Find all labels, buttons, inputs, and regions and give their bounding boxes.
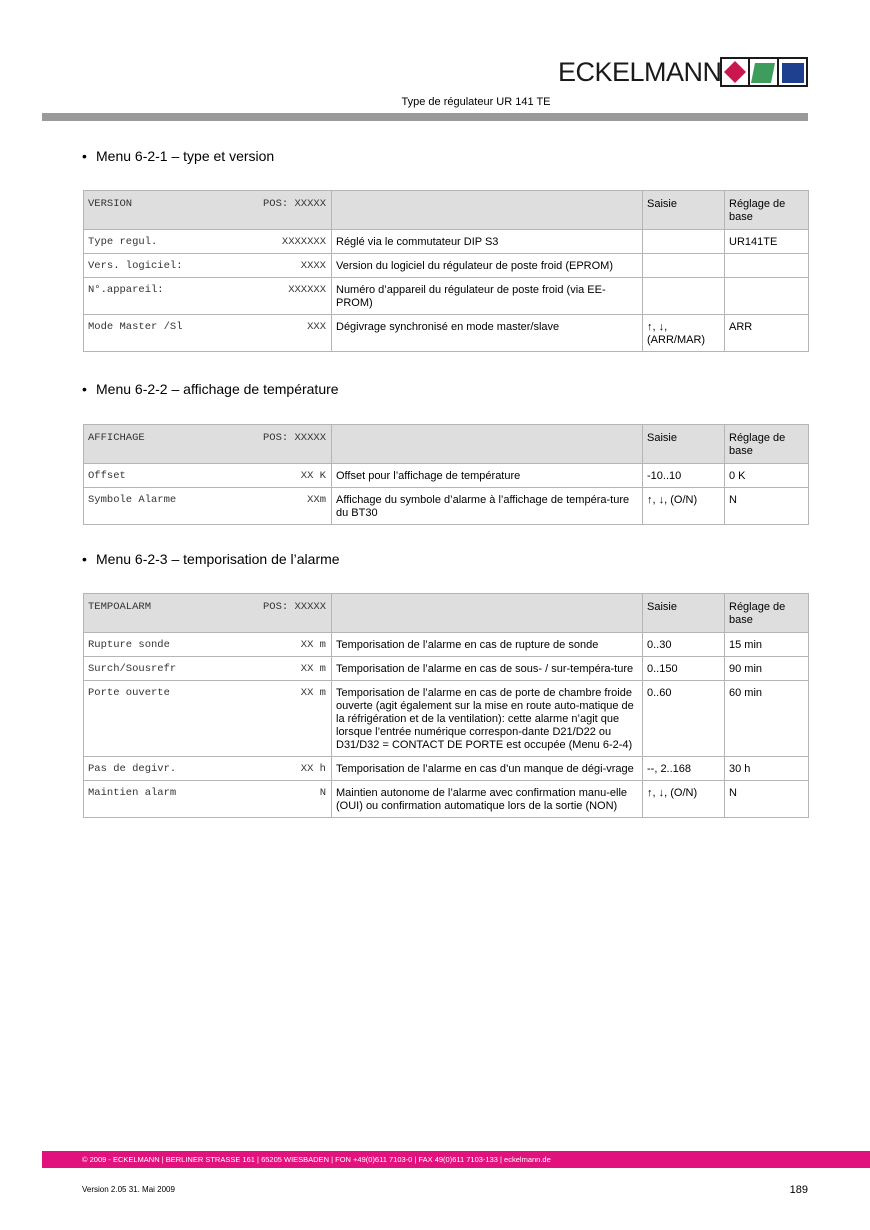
saisie-cell: 0..60 <box>643 681 725 757</box>
bullet-icon: • <box>82 148 87 164</box>
saisie-cell: --, 2..168 <box>643 757 725 781</box>
reglage-cell: ARR <box>725 315 809 352</box>
header-divider <box>42 113 808 121</box>
header-saisie-cell: Saisie <box>643 191 725 230</box>
header-desc-cell <box>332 191 643 230</box>
saisie-cell: ↑, ↓, (ARR/MAR) <box>643 315 725 352</box>
code-cell: Maintien alarm N <box>84 781 332 818</box>
reglage-cell: 90 min <box>725 657 809 681</box>
desc-cell: Version du logiciel du régulateur de poste froid (EPROM) <box>332 254 643 278</box>
table-row <box>84 230 809 254</box>
header-code-cell: VERSION POS: XXXXX <box>84 191 332 230</box>
table-header-row <box>84 191 809 230</box>
bullet-icon: • <box>82 381 87 397</box>
reglage-cell: 0 K <box>725 464 809 488</box>
brand-mark-icon <box>720 57 808 87</box>
table-row <box>84 633 809 657</box>
desc-cell: Numéro d’appareil du régulateur de poste froid (via EE-PROM) <box>332 278 643 315</box>
code-cell: Mode Master /Sl XXX <box>84 315 332 352</box>
menu-table-tempoalarm <box>83 593 809 818</box>
footer-address-bar: © 2009 - ECKELMANN | BERLINER STRASSE 161 | 65205 WIESBADEN | FON +49(0)611 7103-0 | FAX 49(0)611 7103-133 | eckelmann.de <box>42 1151 870 1168</box>
saisie-cell: 0..30 <box>643 633 725 657</box>
desc-cell: Réglé via le commutateur DIP S3 <box>332 230 643 254</box>
desc-cell: Temporisation de l’alarme en cas de porte de chambre froide ouverte (agit également sur la mise en route auto-matique de la réfrigération et de la ventilation): cette alarme n’agit que lorsque l’entrée numérique correspon-dante D21/D22 ou D31/D32 = CONTACT DE PORTE est occupée (Menu 6-2-4) <box>332 681 643 757</box>
desc-cell: Maintien autonome de l’alarme avec confirmation manu-elle (OUI) ou confirmation automatique lors de la sortie (NON) <box>332 781 643 818</box>
page-number: 189 <box>789 1184 808 1196</box>
header-reglage-cell: Réglage de base <box>725 191 809 230</box>
code-cell: N°.appareil: XXXXXX <box>84 278 332 315</box>
table-row <box>84 757 809 781</box>
document-subtitle: Type de régulateur UR 141 TE <box>401 96 551 108</box>
table-header-row <box>84 425 809 464</box>
section-title-6-2-1: • Menu 6-2-1 – type et version <box>82 148 275 164</box>
reglage-cell: 15 min <box>725 633 809 657</box>
saisie-cell <box>643 254 725 278</box>
reglage-cell: 60 min <box>725 681 809 757</box>
bullet-icon: • <box>82 551 87 567</box>
section-title-6-2-3: • Menu 6-2-3 – temporisation de l’alarme <box>82 551 340 567</box>
saisie-cell: -10..10 <box>643 464 725 488</box>
header-desc-cell <box>332 425 643 464</box>
header-code-cell: AFFICHAGE POS: XXXXX <box>84 425 332 464</box>
header-desc-cell <box>332 594 643 633</box>
desc-cell: Temporisation de l’alarme en cas de rupture de sonde <box>332 633 643 657</box>
code-cell: Type regul. XXXXXXX <box>84 230 332 254</box>
header-reglage-cell: Réglage de base <box>725 425 809 464</box>
menu-table-version <box>83 190 809 352</box>
table-row <box>84 278 809 315</box>
table-row <box>84 657 809 681</box>
desc-cell: Dégivrage synchronisé en mode master/slave <box>332 315 643 352</box>
reglage-cell: N <box>725 781 809 818</box>
saisie-cell <box>643 278 725 315</box>
code-cell: Offset XX K <box>84 464 332 488</box>
table-row <box>84 488 809 525</box>
section-title-6-2-2: • Menu 6-2-2 – affichage de température <box>82 381 339 397</box>
reglage-cell <box>725 254 809 278</box>
table-row <box>84 315 809 352</box>
code-cell: Pas de degivr. XX h <box>84 757 332 781</box>
menu-table-affichage <box>83 424 809 525</box>
header-code-cell: TEMPOALARM POS: XXXXX <box>84 594 332 633</box>
header-saisie-cell: Saisie <box>643 594 725 633</box>
table-row <box>84 781 809 818</box>
header-saisie-cell: Saisie <box>643 425 725 464</box>
saisie-cell: 0..150 <box>643 657 725 681</box>
saisie-cell <box>643 230 725 254</box>
table-header-row <box>84 594 809 633</box>
reglage-cell <box>725 278 809 315</box>
reglage-cell: UR141TE <box>725 230 809 254</box>
saisie-cell: ↑, ↓, (O/N) <box>643 781 725 818</box>
reglage-cell: N <box>725 488 809 525</box>
table-row <box>84 681 809 757</box>
footer-version: Version 2.05 31. Mai 2009 <box>82 1185 175 1194</box>
header-reglage-cell: Réglage de base <box>725 594 809 633</box>
code-cell: Surch/Sousrefr XX m <box>84 657 332 681</box>
desc-cell: Temporisation de l’alarme en cas de sous- / sur-tempéra-ture <box>332 657 643 681</box>
desc-cell: Offset pour l’affichage de température <box>332 464 643 488</box>
reglage-cell: 30 h <box>725 757 809 781</box>
saisie-cell: ↑, ↓, (O/N) <box>643 488 725 525</box>
desc-cell: Temporisation de l’alarme en cas d’un manque de dégi-vrage <box>332 757 643 781</box>
table-row <box>84 464 809 488</box>
code-cell: Symbole Alarme XXm <box>84 488 332 525</box>
brand-name: ECKELMANN <box>558 57 722 87</box>
code-cell: Rupture sonde XX m <box>84 633 332 657</box>
brand-logo <box>558 57 722 87</box>
code-cell: Porte ouverte XX m <box>84 681 332 757</box>
table-row <box>84 254 809 278</box>
desc-cell: Affichage du symbole d’alarme à l’affichage de tempéra-ture du BT30 <box>332 488 643 525</box>
code-cell: Vers. logiciel: XXXX <box>84 254 332 278</box>
